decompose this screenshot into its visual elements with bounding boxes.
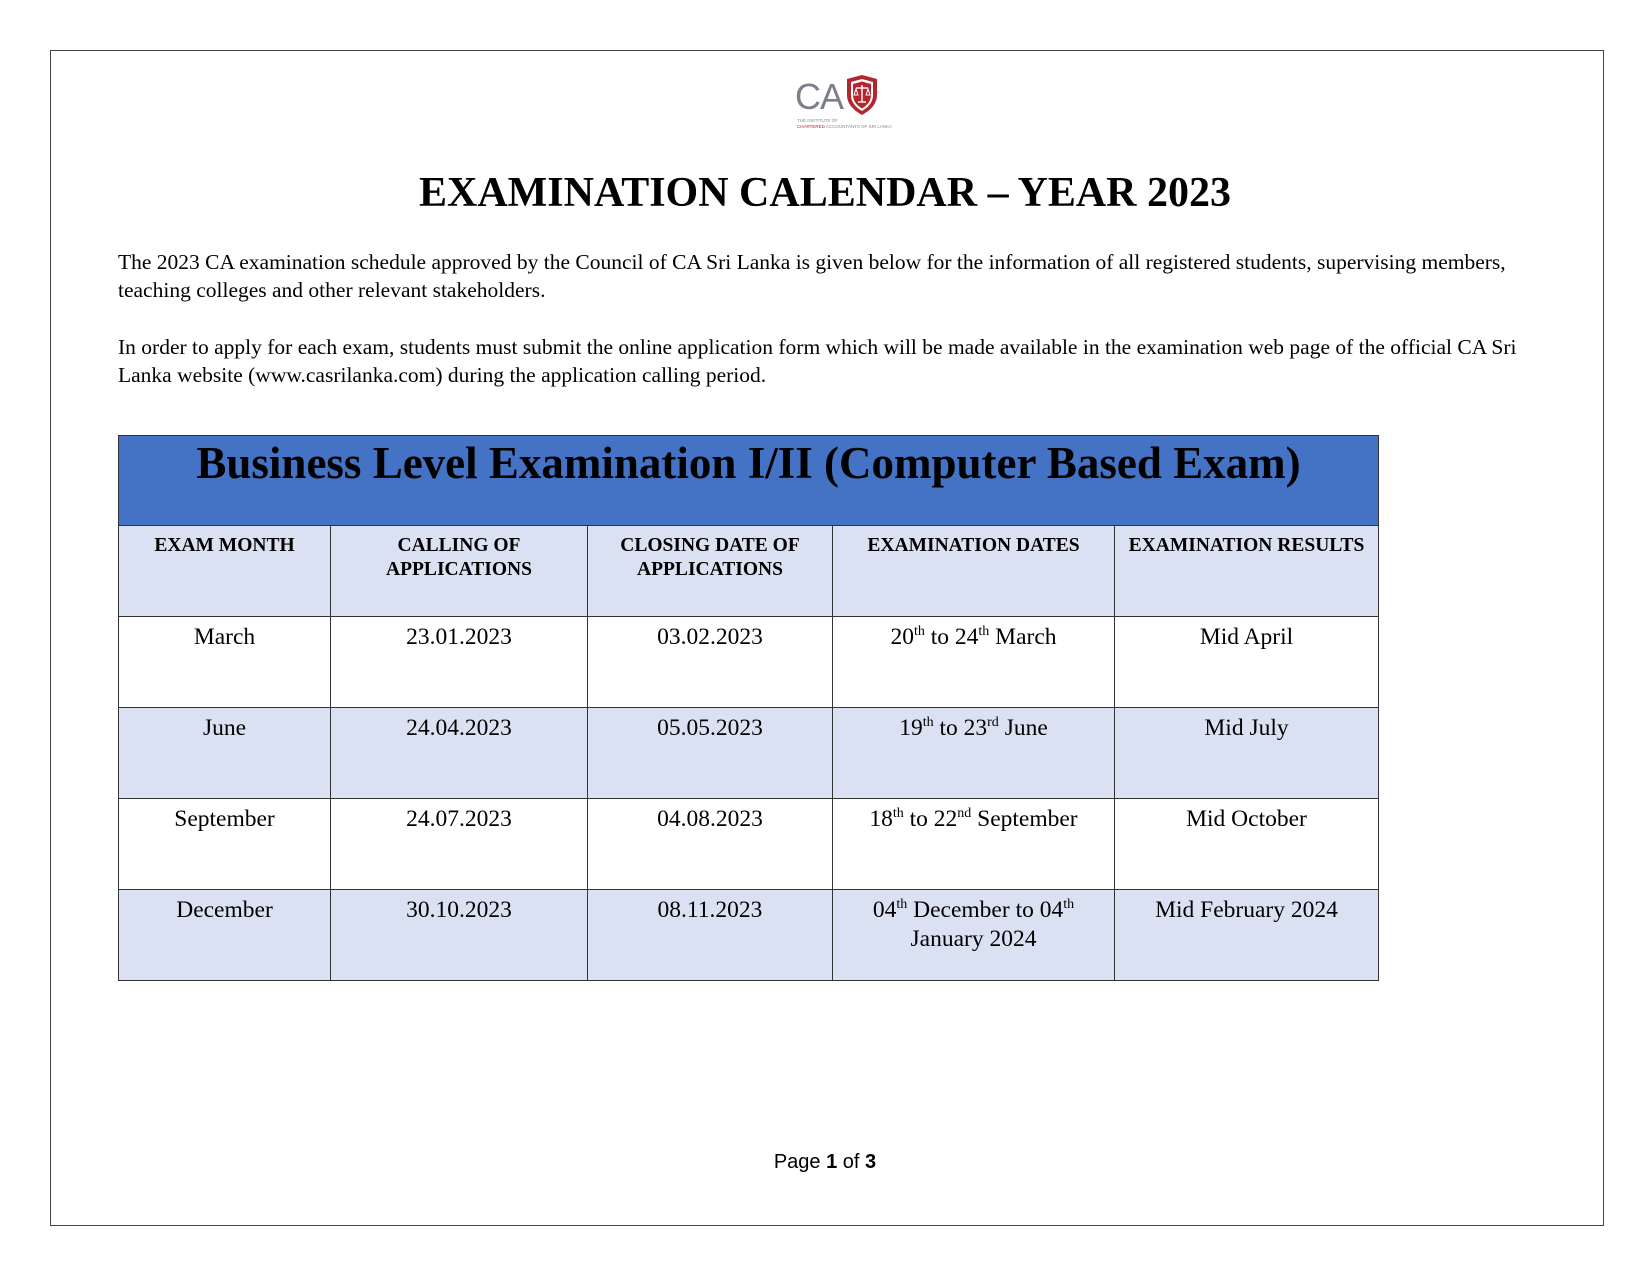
table-row <box>119 708 1379 799</box>
table-header-row <box>119 526 1379 617</box>
column-header: EXAMINATION RESULTS <box>1115 526 1379 617</box>
column-header: CLOSING DATE OF APPLICATIONS <box>588 526 833 617</box>
results-cell: Mid July <box>1115 708 1379 799</box>
ca-logo <box>795 73 893 131</box>
column-header: CALLING OF APPLICATIONS <box>331 526 588 617</box>
exam-dates-cell: 19th to 23rd June <box>833 708 1115 799</box>
application-paragraph: In order to apply for each exam, students must submit the online application form which will be made available in the examination web page of the official CA Sri Lanka website (www.casrilanka.com) during the application calling period. <box>118 335 1517 387</box>
calling-date-cell: 24.04.2023 <box>331 708 588 799</box>
calling-date-cell: 23.01.2023 <box>331 617 588 708</box>
shield-scales-icon <box>845 75 879 115</box>
table-row <box>119 890 1379 981</box>
table-row <box>119 799 1379 890</box>
column-header: EXAM MONTH <box>119 526 331 617</box>
exam-month-cell: March <box>119 617 331 708</box>
closing-date-cell: 05.05.2023 <box>588 708 833 799</box>
intro-paragraph: The 2023 CA examination schedule approved by the Council of CA Sri Lanka is given below for the information of all registered students, supervising members, teaching colleges and other relevant stakeholders. <box>118 250 1506 302</box>
results-cell: Mid April <box>1115 617 1379 708</box>
results-cell: Mid February 2024 <box>1115 890 1379 981</box>
exam-dates-cell: 20th to 24th March <box>833 617 1115 708</box>
page-title: EXAMINATION CALENDAR – YEAR 2023 <box>418 170 1232 216</box>
exam-month-cell: June <box>119 708 331 799</box>
results-cell: Mid October <box>1115 799 1379 890</box>
page-number: Page 1 of 3 <box>773 1151 877 1173</box>
exam-month-cell: December <box>119 890 331 981</box>
table-banner: Business Level Examination I/II (Computer Based Exam) <box>119 436 1379 526</box>
exam-dates-cell: 04th December to 04th January 2024 <box>833 890 1115 981</box>
closing-date-cell: 08.11.2023 <box>588 890 833 981</box>
column-header: EXAMINATION DATES <box>833 526 1115 617</box>
calling-date-cell: 30.10.2023 <box>331 890 588 981</box>
table-row <box>119 617 1379 708</box>
exam-calendar-table <box>118 435 1379 981</box>
closing-date-cell: 04.08.2023 <box>588 799 833 890</box>
exam-dates-cell: 18th to 22nd September <box>833 799 1115 890</box>
exam-month-cell: September <box>119 799 331 890</box>
calling-date-cell: 24.07.2023 <box>331 799 588 890</box>
logo-text: CA <box>795 76 844 117</box>
logo-tagline: THE INSTITUTE OF CHARTERED ACCOUNTANTS OF SRI LANKA <box>797 118 893 129</box>
closing-date-cell: 03.02.2023 <box>588 617 833 708</box>
